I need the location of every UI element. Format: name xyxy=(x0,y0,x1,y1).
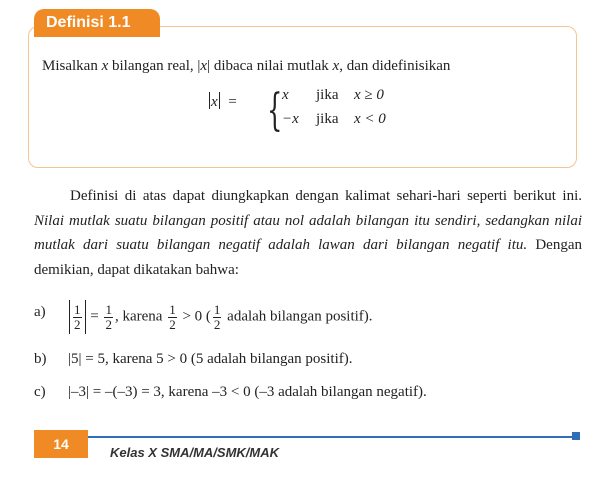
book-title: Kelas X SMA/MA/SMK/MAK xyxy=(110,445,280,460)
definition-box xyxy=(28,26,577,168)
definition-intro: Misalkan x bilangan real, |x| dibaca nilai mutlak x, dan didefinisikan xyxy=(42,58,451,74)
footer-square xyxy=(572,432,580,440)
explanation-paragraph: Definisi di atas dapat diungkapkan dengan kalimat sehari-hari seperti berikut ini. Nilai mutlak suatu bilangan positif atau nol adalah bilangan itu sendiri, sedangkan nilai mutlak dari suatu bilangan negatif adalah lawan dari bilangan negatif itu. Dengan demikian, dapat dikatakan bahwa: xyxy=(34,188,582,278)
brace: { xyxy=(267,85,283,136)
footer-rule xyxy=(34,436,574,438)
absolute-value-definition: x = { x jika x ≥ 0 −x jika x < 0 xyxy=(211,85,386,136)
page-number: 14 xyxy=(34,430,88,458)
eq-sign: = xyxy=(228,94,237,110)
definition-tab: Definisi 1.1 xyxy=(34,9,160,37)
eq-lhs: x xyxy=(211,94,218,110)
